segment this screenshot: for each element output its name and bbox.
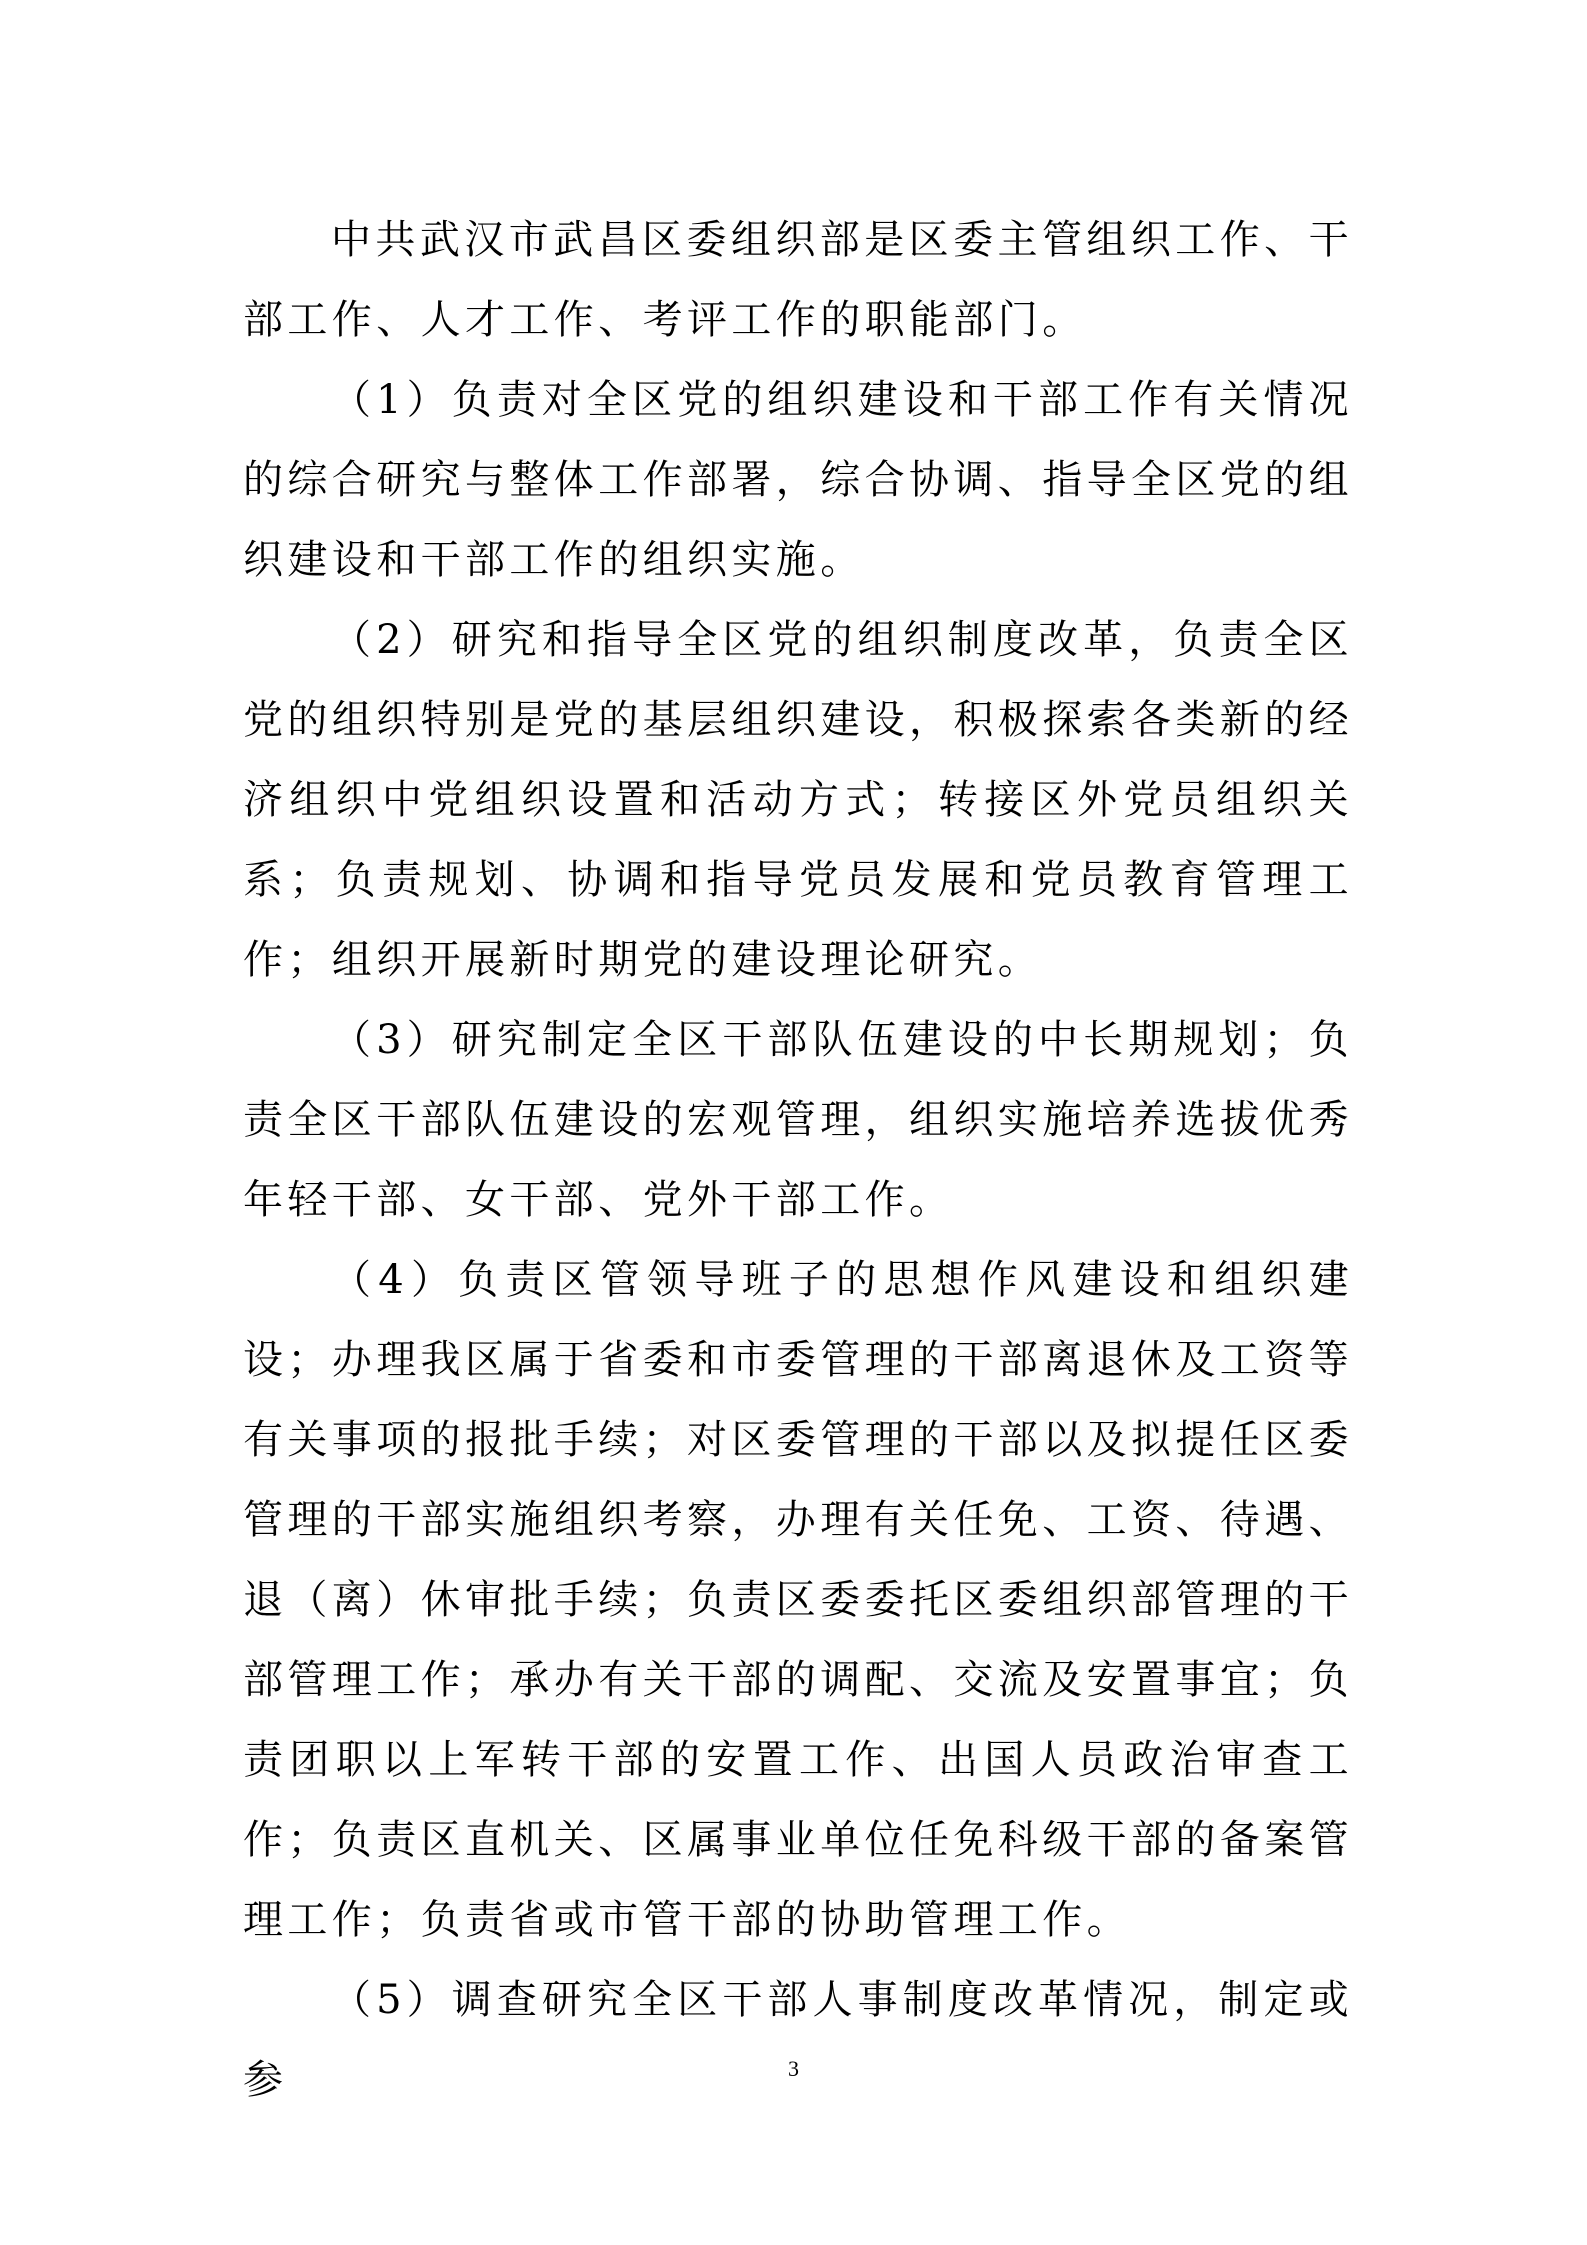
paragraph-intro: 中共武汉市武昌区委组织部是区委主管组织工作、干部工作、人才工作、考评工作的职能部门。 xyxy=(243,217,1353,343)
paragraph-item-1: （1）负责对全区党的组织建设和干部工作有关情况的综合研究与整体工作部署，综合协调、指导全区党的组织建设和干部工作的组织实施。 xyxy=(243,377,1353,583)
paragraph-item-5: （5）调查研究全区干部人事制度改革情况，制定或参 xyxy=(243,1977,1353,2103)
paragraph-item-4: （4）负责区管领导班子的思想作风建设和组织建设；办理我区属于省委和市委管理的干部离退休及工资等有关事项的报批手续；对区委管理的干部以及拟提任区委管理的干部实施组织考察，办理有关任免、工资、待遇、退（离）休审批手续；负责区委委托区委组织部管理的干部管理工作；承办有关干部的调配、交流及安置事宜；负责团职以上军转干部的安置工作、出国人员政治审查工作；负责区直机关、区属事业单位任免科级干部的备案管理工作；负责省或市管干部的协助管理工作。 xyxy=(243,1257,1353,1943)
page-number: 3 xyxy=(788,2056,799,2081)
paragraph-item-2: （2）研究和指导全区党的组织制度改革，负责全区党的组织特别是党的基层组织建设，积极探索各类新的经济组织中党组织设置和活动方式；转接区外党员组织关系；负责规划、协调和指导党员发展和党员教育管理工作；组织开展新时期党的建设理论研究。 xyxy=(243,617,1353,983)
paragraph-item-3: （3）研究制定全区干部队伍建设的中长期规划；负责全区干部队伍建设的宏观管理，组织实施培养选拔优秀年轻干部、女干部、党外干部工作。 xyxy=(243,1017,1353,1223)
body-text xyxy=(243,200,1353,2120)
